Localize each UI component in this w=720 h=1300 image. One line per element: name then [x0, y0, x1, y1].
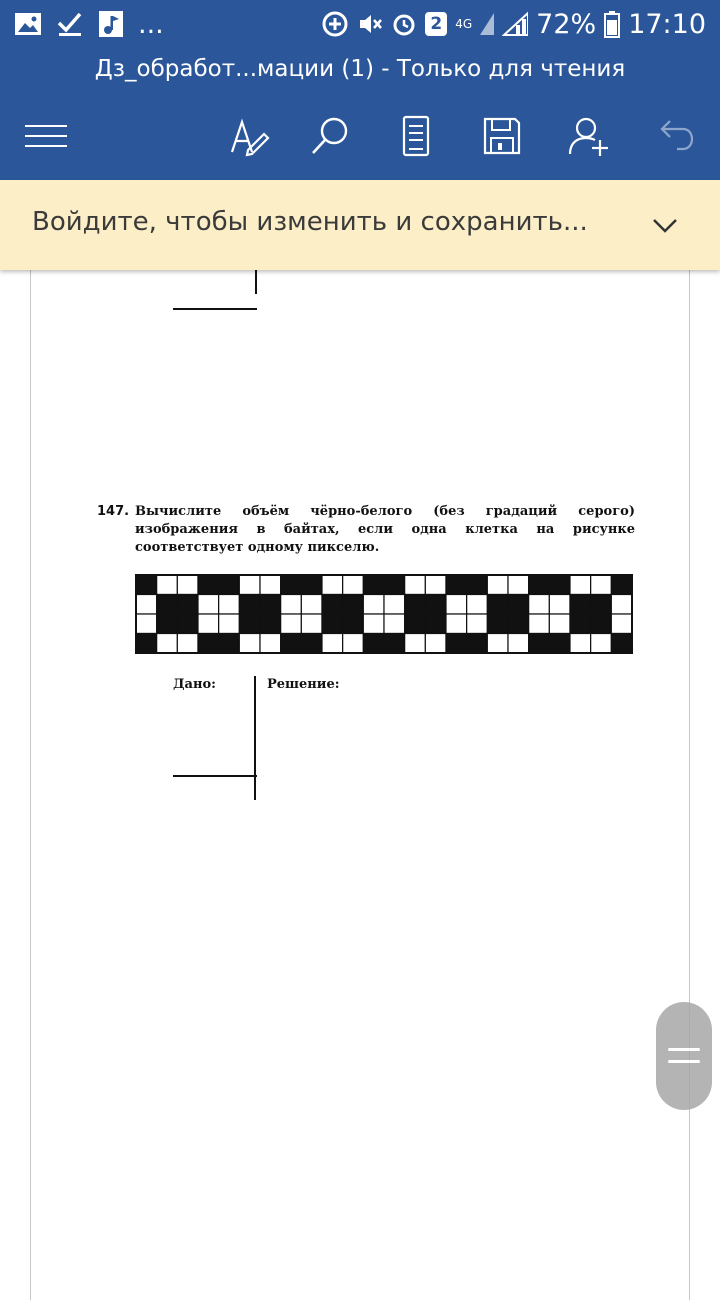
grid-cell-1-19 — [529, 595, 550, 615]
pixel-grid-figure — [135, 574, 633, 658]
grid-cell-0-22 — [591, 575, 612, 595]
undo-button[interactable] — [648, 110, 700, 162]
grid-cell-2-1 — [157, 614, 178, 634]
pixel-grid — [135, 574, 633, 654]
grid-cell-1-21 — [570, 595, 591, 615]
grid-cell-3-18 — [508, 634, 529, 654]
grid-cell-0-14 — [425, 575, 446, 595]
given-divider-line-prev — [173, 308, 257, 310]
search-button[interactable] — [304, 110, 356, 162]
grid-cell-3-3 — [198, 634, 219, 654]
grid-cell-0-8 — [301, 575, 322, 595]
battery-icon — [604, 10, 620, 38]
grid-cell-2-8 — [301, 614, 322, 634]
grid-cell-2-7 — [281, 614, 302, 634]
gallery-icon — [14, 12, 42, 36]
grid-cell-3-15 — [446, 634, 467, 654]
grid-cell-1-7 — [281, 595, 302, 615]
grid-cell-1-1 — [157, 595, 178, 615]
grid-cell-3-2 — [177, 634, 198, 654]
grid-cell-1-6 — [260, 595, 281, 615]
grid-cell-3-22 — [591, 634, 612, 654]
grid-cell-0-23 — [611, 575, 632, 595]
grid-cell-0-18 — [508, 575, 529, 595]
grid-cell-1-9 — [322, 595, 343, 615]
notification-more: ... — [138, 8, 164, 40]
grid-cell-2-21 — [570, 614, 591, 634]
grid-cell-0-13 — [405, 575, 426, 595]
grid-cell-3-21 — [570, 634, 591, 654]
grid-cell-0-15 — [446, 575, 467, 595]
pen-edit-icon — [226, 114, 270, 158]
grid-cell-2-20 — [549, 614, 570, 634]
grid-cell-0-3 — [198, 575, 219, 595]
grid-cell-0-21 — [570, 575, 591, 595]
grid-cell-3-9 — [322, 634, 343, 654]
grid-cell-3-7 — [281, 634, 302, 654]
grid-cell-1-13 — [405, 595, 426, 615]
share-button[interactable] — [562, 110, 614, 162]
grid-cell-0-11 — [363, 575, 384, 595]
battery-percent: 72% — [536, 8, 597, 40]
grid-cell-0-6 — [260, 575, 281, 595]
status-bar — [0, 0, 720, 48]
grid-cell-1-20 — [549, 595, 570, 615]
grid-cell-1-3 — [198, 595, 219, 615]
sim-badge: 2 — [425, 12, 447, 36]
signal-icon-2 — [502, 11, 528, 37]
grid-cell-2-12 — [384, 614, 405, 634]
grid-cell-0-16 — [467, 575, 488, 595]
grid-cell-3-13 — [405, 634, 426, 654]
grid-cell-1-15 — [446, 595, 467, 615]
grid-cell-3-23 — [611, 634, 632, 654]
grid-cell-2-9 — [322, 614, 343, 634]
document-page — [30, 440, 690, 1300]
solution-label: Решение: — [267, 677, 340, 692]
grid-cell-0-4 — [219, 575, 240, 595]
banner-text: Войдите, чтобы изменить и сохранить... — [32, 207, 588, 237]
grid-cell-0-10 — [343, 575, 364, 595]
title-bar — [0, 48, 720, 92]
grid-cell-2-10 — [343, 614, 364, 634]
document-area[interactable] — [0, 270, 720, 1280]
network-type: 4G — [455, 17, 473, 31]
clock: 17:10 — [628, 8, 706, 40]
undo-icon — [653, 115, 695, 157]
grid-cell-1-14 — [425, 595, 446, 615]
grid-cell-2-13 — [405, 614, 426, 634]
grid-cell-2-4 — [219, 614, 240, 634]
grid-cell-0-5 — [239, 575, 260, 595]
grid-cell-1-4 — [219, 595, 240, 615]
task-number: 147. — [97, 504, 130, 519]
toolbar — [0, 92, 720, 180]
grid-cell-0-17 — [487, 575, 508, 595]
grid-cell-1-8 — [301, 595, 322, 615]
menu-icon — [23, 121, 69, 151]
chevron-down-icon[interactable] — [650, 210, 680, 240]
given-divider-line — [173, 775, 257, 777]
grid-cell-2-11 — [363, 614, 384, 634]
grid-cell-2-18 — [508, 614, 529, 634]
grid-cell-2-5 — [239, 614, 260, 634]
previous-page — [30, 260, 690, 441]
grid-cell-3-17 — [487, 634, 508, 654]
document-title: Дз_обработ...мации (1) - Только для чтения — [94, 56, 626, 82]
grid-cell-3-20 — [549, 634, 570, 654]
scroll-handle-grip-top — [668, 1048, 700, 1051]
grid-cell-0-20 — [549, 575, 570, 595]
grid-cell-2-14 — [425, 614, 446, 634]
grid-cell-1-0 — [136, 595, 157, 615]
grid-cell-1-17 — [487, 595, 508, 615]
grid-cell-1-10 — [343, 595, 364, 615]
scroll-handle[interactable] — [656, 1002, 712, 1110]
music-note-icon — [98, 10, 124, 38]
sign-in-banner[interactable] — [0, 180, 720, 270]
grid-cell-3-6 — [260, 634, 281, 654]
grid-cell-1-11 — [363, 595, 384, 615]
alarm-icon — [391, 11, 417, 37]
solution-divider-line — [254, 676, 256, 800]
grid-cell-3-0 — [136, 634, 157, 654]
search-icon — [308, 114, 352, 158]
grid-cell-2-2 — [177, 614, 198, 634]
scroll-handle-grip-bottom — [668, 1060, 700, 1063]
check-download-icon — [56, 10, 84, 38]
grid-cell-2-22 — [591, 614, 612, 634]
grid-cell-1-18 — [508, 595, 529, 615]
grid-cell-0-19 — [529, 575, 550, 595]
grid-cell-1-16 — [467, 595, 488, 615]
task-description: Вычислите объём чёрно-белого (без градаций серого) изображения в байтах, если одна клетка на рисунке соответствует одному пикселю. — [135, 504, 635, 555]
grid-cell-1-2 — [177, 595, 198, 615]
data-saver-icon — [321, 10, 349, 38]
grid-cell-0-7 — [281, 575, 302, 595]
grid-cell-3-19 — [529, 634, 550, 654]
edit-button[interactable] — [222, 110, 274, 162]
grid-cell-1-22 — [591, 595, 612, 615]
reading-view-button[interactable] — [390, 110, 442, 162]
grid-cell-3-16 — [467, 634, 488, 654]
grid-cell-0-12 — [384, 575, 405, 595]
grid-cell-3-10 — [343, 634, 364, 654]
share-person-icon — [566, 114, 610, 158]
save-button[interactable] — [476, 110, 528, 162]
grid-cell-2-19 — [529, 614, 550, 634]
signal-icon-1 — [480, 11, 494, 37]
grid-cell-0-2 — [177, 575, 198, 595]
grid-cell-3-4 — [219, 634, 240, 654]
grid-cell-0-9 — [322, 575, 343, 595]
grid-cell-3-8 — [301, 634, 322, 654]
reading-view-icon — [398, 114, 434, 158]
grid-cell-2-17 — [487, 614, 508, 634]
menu-button[interactable] — [20, 110, 72, 162]
grid-cell-2-0 — [136, 614, 157, 634]
save-icon — [481, 115, 523, 157]
grid-cell-0-1 — [157, 575, 178, 595]
grid-cell-3-11 — [363, 634, 384, 654]
grid-cell-2-16 — [467, 614, 488, 634]
grid-cell-3-14 — [425, 634, 446, 654]
mute-icon — [357, 11, 383, 37]
grid-cell-0-0 — [136, 575, 157, 595]
grid-cell-2-23 — [611, 614, 632, 634]
task-text — [97, 503, 635, 557]
grid-cell-3-1 — [157, 634, 178, 654]
grid-cell-2-3 — [198, 614, 219, 634]
grid-cell-1-12 — [384, 595, 405, 615]
grid-cell-1-5 — [239, 595, 260, 615]
grid-cell-1-23 — [611, 595, 632, 615]
grid-cell-2-6 — [260, 614, 281, 634]
grid-cell-3-12 — [384, 634, 405, 654]
grid-cell-3-5 — [239, 634, 260, 654]
given-label: Дано: — [173, 677, 216, 692]
grid-cell-2-15 — [446, 614, 467, 634]
